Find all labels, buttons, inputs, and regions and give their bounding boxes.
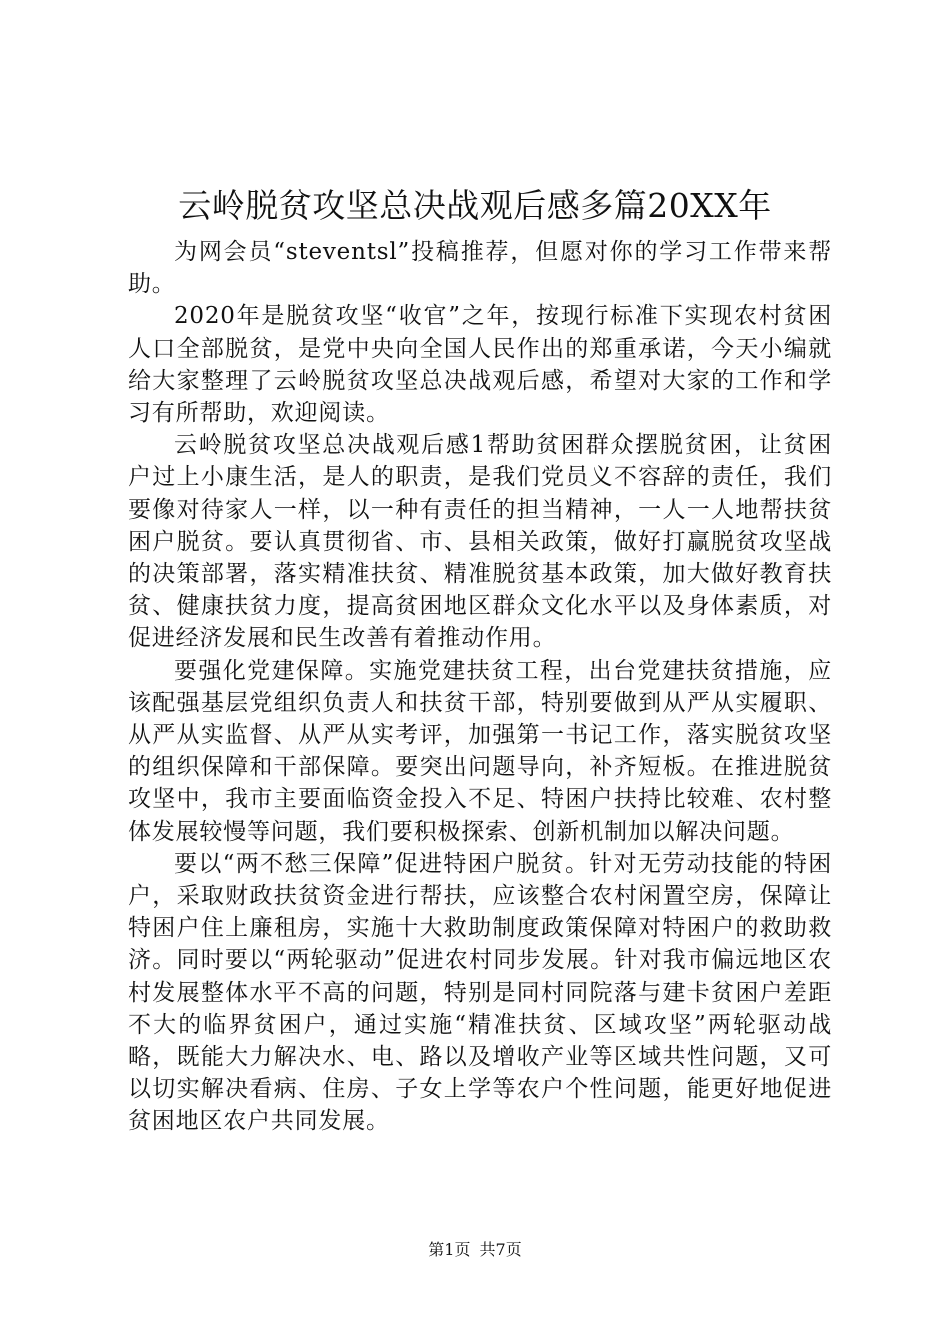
paragraph-summary: 2020年是脱贫攻坚“收官”之年，按现行标准下实现农村贫困人口全部脱贫，是党中央向全国人民作出的郑重承诺，今天小编就给大家整理了云岭脱贫攻坚总决战观后感，希望对大家的工作和学习有所帮助，欢迎阅读。 xyxy=(128,303,832,427)
document-body xyxy=(128,236,832,1138)
paragraph-party-building: 要强化党建保障。实施党建扶贫工程，出台党建扶贫措施，应该配强基层党组织负责人和扶贫干部，特别要做到从严从实履职、从严从实监督、从严从实考评，加强第一书记工作，落实脱贫攻坚的组织保障和干部保障。要突出问题导向，补齐短板。在推进脱贫攻坚中，我市主要面临资金投入不足、特困户扶持比较难、农村整体发展较慢等问题，我们要积极探索、创新机制加以解决问题。 xyxy=(128,657,832,845)
page-number: 第1页 xyxy=(428,1240,471,1259)
paragraph-reflection-1: 云岭脱贫攻坚总决战观后感1帮助贫困群众摆脱贫困，让贫困户过上小康生活，是人的职责，是我们党员义不容辞的责任，我们要像对待家人一样，以一种有责任的担当精神，一人一人地帮扶贫困户脱贫。要认真贯彻省、市、县相关政策，做好打赢脱贫攻坚战的决策部署，落实精准扶贫、精准脱贫基本政策，加大做好教育扶贫、健康扶贫力度，提高贫困地区群众文化水平以及身体素质，对促进经济发展和民生改善有着推动作用。 xyxy=(128,432,832,652)
page-total: 共7页 xyxy=(479,1240,522,1259)
paragraph-intro: 为网会员“steventsl”投稿推荐，但愿对你的学习工作带来帮助。 xyxy=(128,239,832,298)
paragraph-two-guarantees: 要以“两不愁三保障”促进特困户脱贫。针对无劳动技能的特困户，采取财政扶贫资金进行帮扶，应该整合农村闲置空房，保障让特困户住上廉租房，实施十大救助制度政策保障对特困户的救助救济。同时要以“两轮驱动”促进农村同步发展。针对我市偏远地区农村发展整体水平不高的问题，特别是同村同院落与建卡贫困户差距不大的临界贫困户，通过实施“精准扶贫、区域攻坚”两轮驱动战略，既能大力解决水、电、路以及增收产业等区域共性问题，又可以切实解决看病、住房、子女上学等农户个性问题，能更好地促进贫困地区农户共同发展。 xyxy=(128,850,832,1135)
document-title: 云岭脱贫攻坚总决战观后感多篇20XX年 xyxy=(178,186,772,225)
page-footer xyxy=(0,1238,950,1262)
